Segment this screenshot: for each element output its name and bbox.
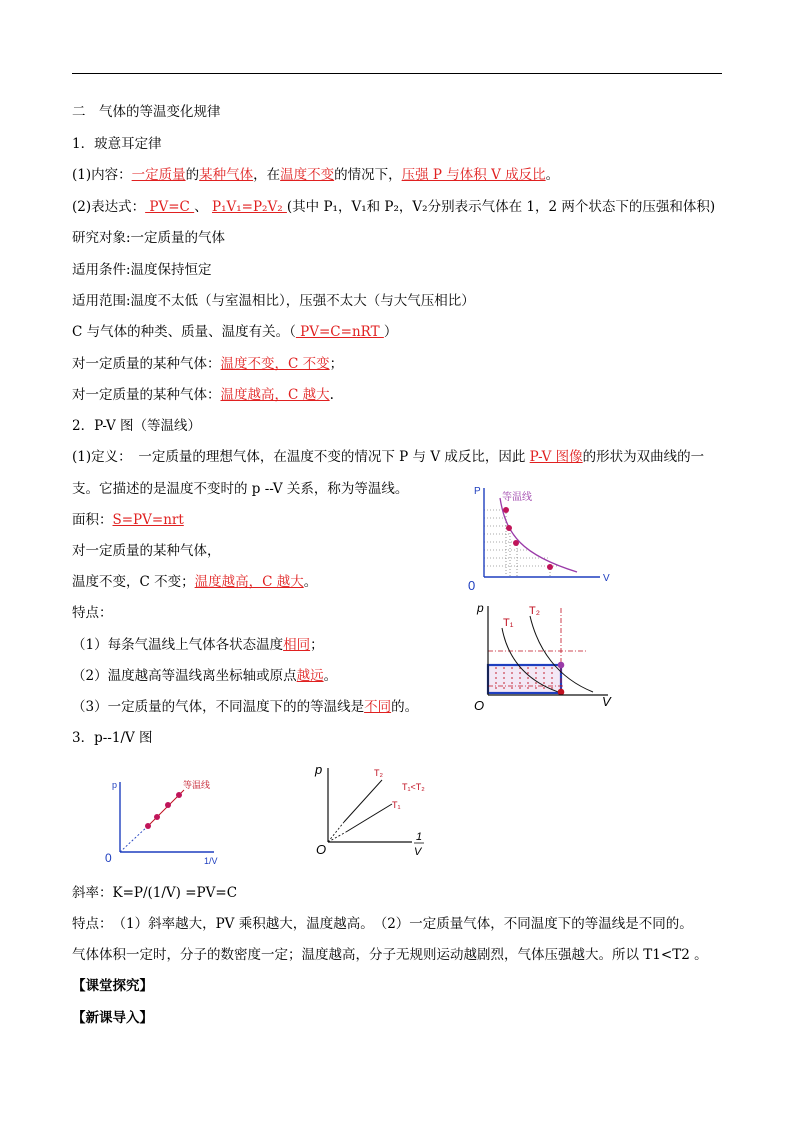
applicable-range: 适用范围:温度不太低（与室温相比），压强不太大（与大气压相比）: [72, 293, 475, 309]
law-title: 1．玻意耳定律: [72, 136, 162, 152]
applicable-condition: 适用条件:温度保持恒定: [72, 262, 212, 278]
isotherm-label: 等温线: [183, 780, 211, 790]
p-label: P: [474, 486, 481, 497]
pv-feature-3: （3）一定质量的气体，不同温度下的的等温线是不同的。: [72, 699, 419, 715]
v-label: V: [603, 573, 610, 584]
state-point: [145, 823, 151, 829]
line-t2: [344, 780, 382, 822]
state-point: [154, 814, 160, 820]
pv-area: 面积：S=PV=nrt: [72, 512, 184, 528]
x-label: 1/V: [204, 856, 218, 866]
state-point: [165, 802, 171, 808]
pv-title: 2．P-V 图（等温线）: [72, 418, 202, 434]
state-point: [506, 525, 512, 531]
inv-explanation: 气体体积一定时，分子的数密度一定；温度越高，分子无规则运动越剧烈，气体压强越大。所以 T1<T2 。: [72, 947, 708, 963]
origin-label: 0: [468, 578, 476, 593]
research-object: 研究对象:一定质量的气体: [72, 230, 226, 246]
state-point: [547, 564, 553, 570]
new-lesson-heading: 【新课导入】: [72, 1010, 153, 1026]
same-gas-constant-temp: 对一定质量的某种气体：温度不变，C 不变；: [72, 356, 344, 372]
x-denominator: V: [414, 846, 422, 858]
pv-temp: 温度不变，C 不变；温度越高，C 越大。: [72, 574, 318, 590]
law-expression: (2)表达式： PV=C 、 P₁V₁=P₂V₂ (其中 P₁，V₁和 P₂，V₂分别表示气体在 1，2 两个状态下的压强和体积): [72, 199, 716, 215]
state-point: [503, 507, 509, 513]
state-point: [176, 792, 182, 798]
t1-label: T₁: [503, 617, 514, 629]
origin-label: 0: [105, 851, 112, 865]
state-point: [513, 540, 519, 546]
t2-label: T₂: [374, 768, 383, 778]
pv-definition-cont: 支。它描述的是温度不变时的 p --V 关系，称为等温线。: [72, 481, 409, 497]
origin-label: O: [316, 842, 327, 857]
inv-slope: 斜率：K=P/(1/V) =PV=C: [72, 885, 238, 901]
line-t1-dashed: [328, 832, 346, 842]
pv-same-gas: 对一定质量的某种气体，: [72, 543, 221, 559]
v-label: V: [602, 694, 611, 709]
p-inverse-v-figure: [104, 772, 234, 867]
same-gas-higher-temp: 对一定质量的某种气体：温度越高，C 越大.: [72, 387, 334, 403]
t1-label: T₁: [392, 800, 401, 810]
pv-feature-1: （1）每条气温线上气体各状态温度相同；: [72, 637, 324, 653]
origin-label: O: [474, 698, 485, 713]
c-dependence: C 与气体的种类、质量、温度有关。（ PV=C=nRT ）: [72, 324, 398, 340]
header-rule: [72, 73, 722, 74]
line-t2-dashed: [328, 822, 344, 842]
two-isotherms-figure: [468, 600, 623, 718]
state-point: [558, 689, 565, 696]
t2-label: T₂: [529, 605, 540, 617]
p-label: p: [477, 601, 484, 615]
inv-feature: 特点： （1）斜率越大，PV 乘积越大，温度越高。 （2）一定质量气体，不同温度下的等温线是不同的。: [72, 916, 693, 932]
line-t1: [346, 804, 392, 832]
pv-feature-2: （2）温度越高等温线离坐标轴或原点越远。: [72, 668, 338, 684]
relation-label: T₁<T₂: [402, 782, 425, 792]
p-inverse-v-two-temps-figure: [312, 760, 447, 860]
isotherm-label: 等温线: [502, 492, 532, 503]
dashed-extension: [120, 826, 148, 852]
pv-isotherm-figure: [462, 480, 622, 595]
pv-definition: (1)定义： 一定质量的理想气体，在温度不变的情况下 P 与 V 成反比，因此 P-V 图像的形状为双曲线的一: [72, 449, 705, 465]
p-label: p: [315, 762, 323, 777]
section-heading: 二 气体的等温变化规律: [72, 104, 221, 120]
state-point: [558, 662, 565, 669]
class-explore-heading: 【课堂探究】: [72, 978, 153, 994]
law-content: (1)内容：一定质量的某种气体，在温度不变的情况下，压强 P 与体积 V 成反比。: [72, 167, 560, 183]
pv-feature-title: 特点：: [72, 605, 113, 621]
isotherm-curve: [500, 498, 577, 572]
inv-title: 3．p--1/V 图: [72, 730, 153, 746]
x-numerator: 1: [416, 831, 423, 843]
p-label: p: [112, 780, 118, 790]
